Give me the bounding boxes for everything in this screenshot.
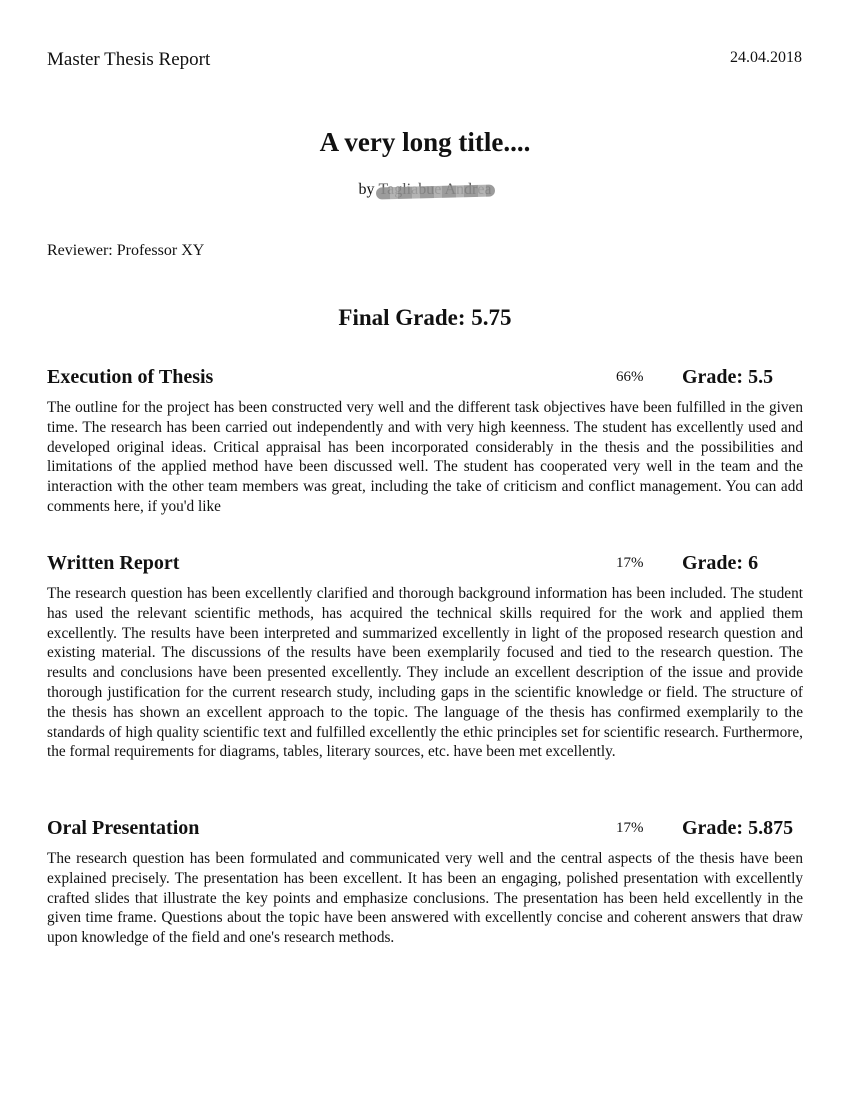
section-weight: 17%	[616, 820, 644, 836]
document-type-label: Master Thesis Report	[47, 49, 211, 70]
reviewer-line: Reviewer: Professor XY	[47, 242, 205, 259]
thesis-title: A very long title....	[319, 127, 531, 157]
section-title: Written Report	[47, 552, 180, 574]
section-grade: Grade: 6	[682, 552, 759, 574]
section-title: Execution of Thesis	[47, 366, 214, 388]
section-title: Oral Presentation	[47, 817, 200, 839]
section-body: The research question has been excellently clarified and thorough background information has been included. The student has used the relevant scientific methods, has acquired the technical skills required for the work and applied them excellently. The results have been interpreted and summarized excellently in light of the proposed research question and existing material. The discussions of the results have been exemplarily focused and tied to the research question. The results and conclusions have been presented excellently. They include an excellent description of the issue and provide thorough justification for the current research study, including gaps in the scientific knowledge or field. The structure of the thesis has shown an excellent approach to the topic. The language of the thesis has confirmed exemplarily to the standards of high quality scientific text and fulfilled excellently the ethic principles set for scientific research. Furthermore, the formal requirements for diagrams, tables, literary sources, etc. have been met excellently.	[47, 585, 803, 761]
section-header	[47, 552, 803, 582]
report-date: 24.04.2018	[730, 49, 802, 66]
section-body: The outline for the project has been constructed very well and the different task objectives have been fulfilled in the given time. The research has been carried out independently and with very high keenness. The student has excellently used and developed original ideas. Critical appraisal has been incorporated considerably in the thesis and the possibilities and limitations of the applied method have been discussed well. The student has cooperated very well in the team and the interaction with the other team members was great, including the take of criticism and conflict management. You can add comments here, if you'd like	[47, 399, 803, 515]
section-weight: 66%	[616, 369, 644, 385]
final-grade-heading: Final Grade: 5.75	[338, 305, 512, 330]
author-name-redacted	[378, 181, 491, 199]
byline	[0, 181, 850, 199]
byline-prefix: by	[358, 181, 375, 198]
section-body: The research question has been formulated and communicated very well and the central aspects of the thesis have been explained precisely. The presentation has been excellent. It has been an engaging, polished presentation with excellently crafted slides that illustrate the key points and emphasize conclusions. The presentation has been held excellently in the given time frame. Questions about the topic have been answered with excellently concise and coherent answers that draw upon knowledge of the field and one's research methods.	[47, 850, 803, 947]
section-weight: 17%	[616, 555, 644, 571]
section-grade: Grade: 5.875	[682, 817, 794, 839]
section-header	[47, 366, 803, 396]
section-written-report	[47, 552, 803, 762]
section-oral-presentation	[47, 817, 803, 948]
section-execution-of-thesis	[47, 366, 803, 517]
section-grade: Grade: 5.5	[682, 366, 774, 388]
section-header	[47, 817, 803, 847]
